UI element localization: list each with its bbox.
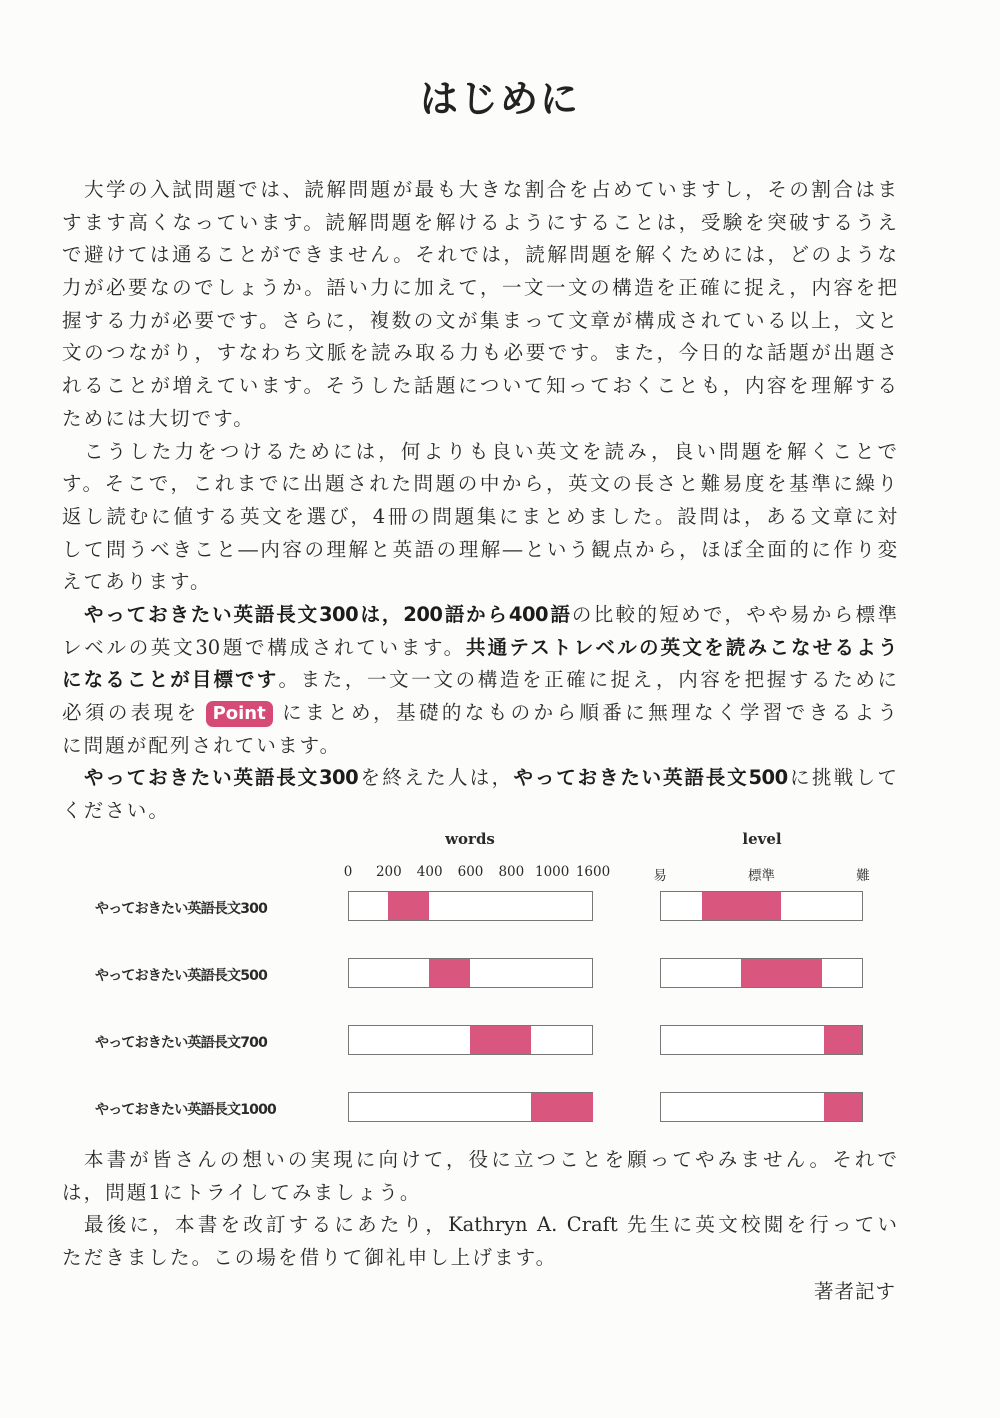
bold-text: になることが目標です [62, 668, 279, 692]
words-tick-label: 400 [416, 864, 443, 880]
text-segment: こうした力をつけるためには，何よりも良い英文を読み，良い問題を解くことで [84, 439, 897, 463]
text-segment: すます高くなっています。読解問題を解けるようにすることは，受験を突破するうえ [62, 210, 897, 234]
words-bar-track [348, 1025, 593, 1055]
text-line [62, 239, 897, 272]
text-line [62, 534, 897, 567]
text-segment: レベルの英文30題で構成されています。 [62, 635, 466, 659]
level-range-bar [824, 1093, 863, 1121]
text-segment: に挑戦して [787, 766, 897, 790]
text-segment: 力が必要なのでしょうか。語い力に加えて，一文一文の構造を正確に捉え，内容を把 [62, 276, 897, 300]
words-bar-track [348, 958, 593, 988]
words-bar-track [348, 1092, 593, 1122]
signature: 著者記す [813, 1280, 896, 1303]
text-line [62, 730, 897, 763]
text-segment: で避けては通ることができません。それでは，読解問題を解くためには，どのような [62, 243, 897, 267]
text-segment: 返し読むに値する英文を選び，4冊の問題集にまとめました。設問は，ある文章に対 [62, 504, 897, 528]
level-header: level [742, 830, 782, 848]
text-segment: 必須の表現を [62, 701, 200, 724]
row-label: やっておきたい英語長文300 [95, 901, 268, 917]
text-line [62, 403, 897, 436]
level-tick-label: 易 [653, 868, 667, 884]
text-line [62, 599, 897, 632]
text-segment: 文のつながり，すなわち文脈を読み取る力も必要です。また，今日的な話題が出題さ [62, 341, 897, 365]
words-range-bar [388, 892, 429, 920]
text-segment: 大学の入試問題では、読解問題が最も大きな割合を占めていますし，その割合はま [84, 178, 897, 201]
words-tick-label: 1000 [534, 864, 570, 880]
intro-text [62, 174, 897, 828]
text-segment: は，問題1にトライしてみましょう。 [62, 1180, 422, 1204]
text-line [62, 272, 897, 305]
words-tick-label: 800 [498, 864, 525, 880]
text-line [62, 1242, 897, 1275]
text-segment: の比較的短めで，やや易から標準 [571, 602, 897, 626]
text-line [62, 795, 897, 828]
words-tick-label: 200 [375, 864, 402, 880]
text-line [62, 697, 897, 730]
text-segment: ただきました。この場を借りて御礼申し上げます。 [62, 1246, 558, 1270]
level-tick-label: 難 [856, 868, 870, 884]
level-tick-label: 標準 [748, 868, 775, 884]
text-line [62, 305, 897, 338]
bold-text: やっておきたい英語長文300 [84, 766, 359, 790]
words-range-bar [531, 1093, 592, 1121]
text-line [62, 468, 897, 501]
words-range-bar [470, 1026, 531, 1054]
text-line [62, 1177, 897, 1210]
text-segment: を終えた人は， [358, 766, 514, 790]
text-segment: 本書が皆さんの想いの実現に向けて，役に立つことを願ってやみません。それで [84, 1148, 897, 1171]
text-line [62, 207, 897, 240]
level-range-bar [702, 892, 781, 920]
text-line [62, 762, 897, 795]
text-line [62, 664, 897, 697]
text-line [62, 566, 897, 599]
words-tick-label: 0 [343, 864, 353, 880]
bold-text: やっておきたい英語長文300は，200語から400語 [84, 602, 572, 626]
text-segment: 最後に，本書を改訂するにあたり，Kathryn A. Craft 先生に英文校閲を行ってい [84, 1213, 897, 1237]
level-bar-track [660, 891, 863, 921]
text-segment: して問うべきこと―内容の理解と英語の理解―という観点から，ほぼ全面的に作り変 [62, 537, 897, 561]
text-line [62, 337, 897, 370]
text-segment: にまとめ，基礎的なものから順番に無理なく学習できるよう [278, 701, 897, 724]
text-line [62, 501, 897, 534]
row-label: やっておきたい英語長文1000 [95, 1102, 276, 1118]
words-tick-label: 600 [457, 864, 484, 880]
text-segment: れることが増えています。そうした話題について知っておくことも，内容を理解する [62, 374, 897, 398]
text-line [62, 632, 897, 665]
text-segment: ください。 [62, 799, 171, 823]
text-line [62, 1144, 897, 1177]
text-segment: 。また，一文一文の構造を正確に捉え，内容を把握するために [278, 668, 897, 692]
level-bar-track [660, 1025, 863, 1055]
text-segment: す。そこで，これまでに出題された問題の中から，英文の長さと難易度を基準に繰り [62, 472, 897, 496]
text-segment: 握する力が必要です。さらに，複数の文が集まって文章が構成されている以上，文と [62, 308, 897, 332]
level-range-bar [741, 959, 822, 987]
words-range-bar [429, 959, 470, 987]
text-segment: に問題が配列されています。 [62, 733, 342, 757]
words-header: words [445, 830, 495, 848]
text-segment: ためには大切です。 [62, 406, 255, 430]
text-segment: えてあります。 [62, 570, 212, 594]
text-line [62, 370, 897, 403]
level-bar-track [660, 958, 863, 988]
point-badge: Point [206, 701, 273, 727]
row-label: やっておきたい英語長文700 [95, 1035, 268, 1051]
closing-text [62, 1144, 897, 1275]
bold-text: やっておきたい英語長文500 [513, 766, 788, 790]
text-line [62, 174, 897, 207]
page-title: はじめに [419, 77, 580, 121]
row-label: やっておきたい英語長文500 [95, 968, 268, 984]
words-tick-label: 1600 [575, 864, 611, 880]
bold-text: 共通テストレベルの英文を読みこなせるよう [465, 635, 897, 659]
text-line [62, 1209, 897, 1242]
words-bar-track [348, 891, 593, 921]
level-range-bar [824, 1026, 863, 1054]
level-bar-track [660, 1092, 863, 1122]
text-line [62, 436, 897, 469]
